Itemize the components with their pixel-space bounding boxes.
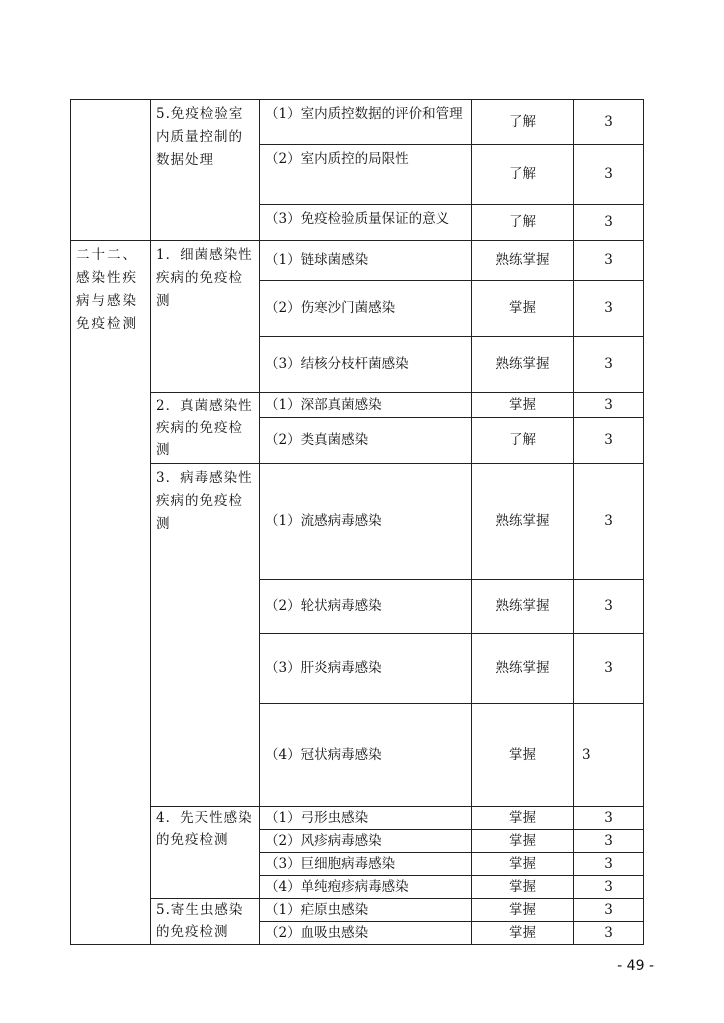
table-row [71,899,644,922]
level-cell: 了解 [472,145,574,205]
table-row [71,100,644,145]
point-cell: （1）室内质控数据的评价和管理 [260,100,472,145]
point-cell: （4）冠状病毒感染 [260,704,472,807]
point-cell: （3）免疫检验质量保证的意义 [260,205,472,241]
level-cell: 熟练掌握 [472,337,574,393]
unit-cell: 二十二、感染性疾病与感染免疫检测 [71,241,151,945]
table-row [71,464,644,580]
hours-cell: 3 [574,634,644,704]
hours-cell: 3 [574,337,644,393]
unit-cell [71,100,151,241]
hours-cell: 3 [574,393,644,418]
level-cell: 掌握 [472,704,574,807]
point-cell: （2）伤寒沙门菌感染 [260,281,472,337]
point-cell: （1）疟原虫感染 [260,899,472,922]
hours-cell: 3 [574,807,644,830]
point-cell: （3）肝炎病毒感染 [260,634,472,704]
level-cell: 掌握 [472,807,574,830]
element-cell: 3．病毒感染性疾病的免疫检测 [151,464,260,807]
table-row [71,241,644,281]
level-cell: 了解 [472,100,574,145]
table-row [71,393,644,418]
element-cell: 2．真菌感染性疾病的免疫检测 [151,393,260,464]
hours-cell: 3 [574,464,644,580]
hours-cell: 3 [574,899,644,922]
level-cell: 掌握 [472,830,574,853]
point-cell: （4）单纯疱疹病毒感染 [260,876,472,899]
hours-cell: 3 [574,417,644,463]
hours-cell: 3 [574,853,644,876]
hours-cell: 3 [574,145,644,205]
level-cell: 掌握 [472,876,574,899]
level-cell: 掌握 [472,853,574,876]
level-cell: 熟练掌握 [472,464,574,580]
element-cell: 5.免疫检验室内质量控制的数据处理 [151,100,260,241]
hours-cell: 3 [574,830,644,853]
table-row [71,807,644,830]
point-cell: （2）风疹病毒感染 [260,830,472,853]
point-cell: （2）血吸虫感染 [260,922,472,945]
point-cell: （1）弓形虫感染 [260,807,472,830]
point-cell: （1）链球菌感染 [260,241,472,281]
point-cell: （3）巨细胞病毒感染 [260,853,472,876]
hours-cell: 3 [574,704,644,807]
hours-cell: 3 [574,100,644,145]
level-cell: 掌握 [472,899,574,922]
hours-cell: 3 [574,580,644,634]
point-cell: （2）类真菌感染 [260,417,472,463]
element-cell: 4．先天性感染的免疫检测 [151,807,260,899]
level-cell: 掌握 [472,281,574,337]
level-cell: 了解 [472,417,574,463]
hours-cell: 3 [574,205,644,241]
hours-cell: 3 [574,281,644,337]
level-cell: 熟练掌握 [472,634,574,704]
hours-cell: 3 [574,876,644,899]
point-cell: （2）室内质控的局限性 [260,145,472,205]
element-cell: 1．细菌感染性疾病的免疫检测 [151,241,260,393]
level-cell: 掌握 [472,393,574,418]
element-cell: 5.寄生虫感染的免疫检测 [151,899,260,945]
level-cell: 熟练掌握 [472,580,574,634]
level-cell: 掌握 [472,922,574,945]
point-cell: （2）轮状病毒感染 [260,580,472,634]
point-cell: （3）结核分枝杆菌感染 [260,337,472,393]
point-cell: （1）深部真菌感染 [260,393,472,418]
hours-cell: 3 [574,922,644,945]
level-cell: 了解 [472,205,574,241]
page-number: - 49 - [617,958,654,974]
level-cell: 熟练掌握 [472,241,574,281]
hours-cell: 3 [574,241,644,281]
syllabus-table [70,99,644,945]
point-cell: （1）流感病毒感染 [260,464,472,580]
